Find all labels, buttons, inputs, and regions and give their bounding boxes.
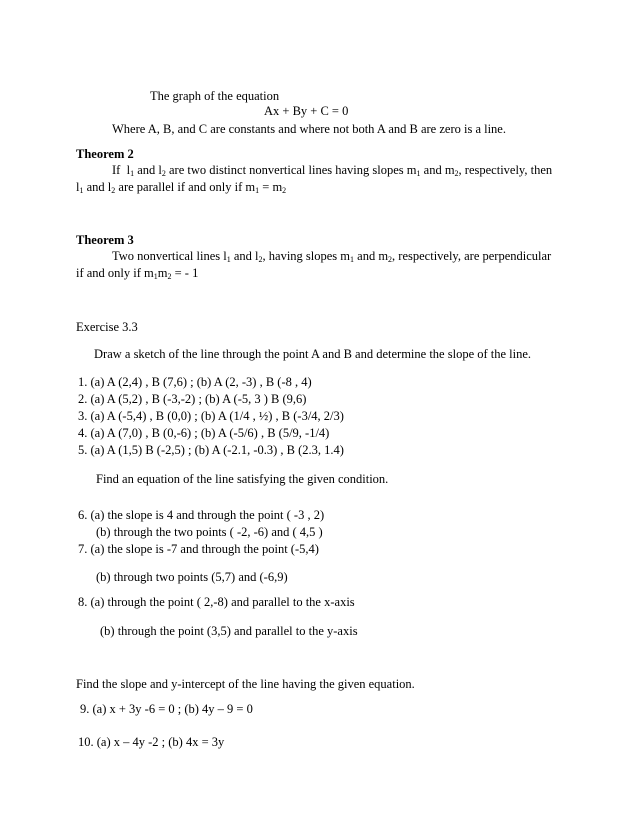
theorem-3-line-2: if and only if $m_1m_2$ = - 1 bbox=[76, 266, 199, 281]
theorem-2-line-2: $l_1$ and $l_2$ are parallel if and only if $m_1 = m_2$ bbox=[76, 180, 287, 195]
theorem-3-title: Theorem 3 bbox=[76, 233, 134, 247]
theorem-2-line-1: If $l_1$ and $l_2$ are two distinct nonvertical lines having slopes $m_1$ and $m_2$, respectively, then bbox=[112, 163, 553, 178]
exercise-item-10: 10. (a) x – 4y -2 ; (b) 4x = 3y bbox=[78, 735, 225, 749]
exercise-item: 1. (a) A (2,4) , B (7,6) ; (b) A (2, -3) , B (-8 , 4) bbox=[78, 375, 312, 389]
exercise-item-8a: 8. (a) through the point ( 2,-8) and parallel to the x-axis bbox=[78, 595, 355, 609]
exercise-item: 5. (a) A (1,5) B (-2,5) ; (b) A (-2.1, -0.3) , B (2.3, 1.4) bbox=[78, 443, 344, 457]
intro-line-1: The graph of the equation bbox=[150, 89, 280, 103]
exercise-item-7b: (b) through two points (5,7) and (-6,9) bbox=[96, 570, 288, 584]
exercise-instruction-1: Draw a sketch of the line through the point A and B and determine the slope of the line. bbox=[94, 347, 532, 361]
intro-line-3: Where A, B, and C are constants and where not both A and B are zero is a line. bbox=[112, 122, 506, 136]
exercise-item-6a: 6. (a) the slope is 4 and through the point ( -3 , 2) bbox=[78, 508, 325, 522]
exercise-instruction-3: Find the slope and y-intercept of the line having the given equation. bbox=[76, 677, 415, 691]
exercise-instruction-2: Find an equation of the line satisfying the given condition. bbox=[96, 472, 389, 486]
exercise-item: 4. (a) A (7,0) , B (0,-6) ; (b) A (-5/6) , B (5/9, -1/4) bbox=[78, 426, 330, 440]
line-equation: Ax + By + C = 0 bbox=[264, 104, 349, 118]
exercise-item-6b: (b) through the two points ( -2, -6) and ( 4,5 ) bbox=[96, 525, 323, 539]
exercise-item-8b: (b) through the point (3,5) and parallel to the y-axis bbox=[100, 624, 358, 638]
exercise-item: 2. (a) A (5,2) , B (-3,-2) ; (b) A (-5, 3 ) B (9,6) bbox=[78, 392, 307, 406]
exercise-item-7a: 7. (a) the slope is -7 and through the point (-5,4) bbox=[78, 542, 319, 556]
exercise-item: 3. (a) A (-5,4) , B (0,0) ; (b) A (1/4 , ½) , B (-3/4, 2/3) bbox=[78, 409, 344, 423]
exercise-title: Exercise 3.3 bbox=[76, 320, 138, 334]
theorem-2-title: Theorem 2 bbox=[76, 147, 134, 161]
theorem-3-line-1: Two nonvertical lines $l_1$ and $l_2$, having slopes $m_1$ and $m_2$, respectively, are perpendicular bbox=[112, 249, 552, 264]
exercise-item-9: 9. (a) x + 3y -6 = 0 ; (b) 4y – 9 = 0 bbox=[80, 702, 253, 716]
